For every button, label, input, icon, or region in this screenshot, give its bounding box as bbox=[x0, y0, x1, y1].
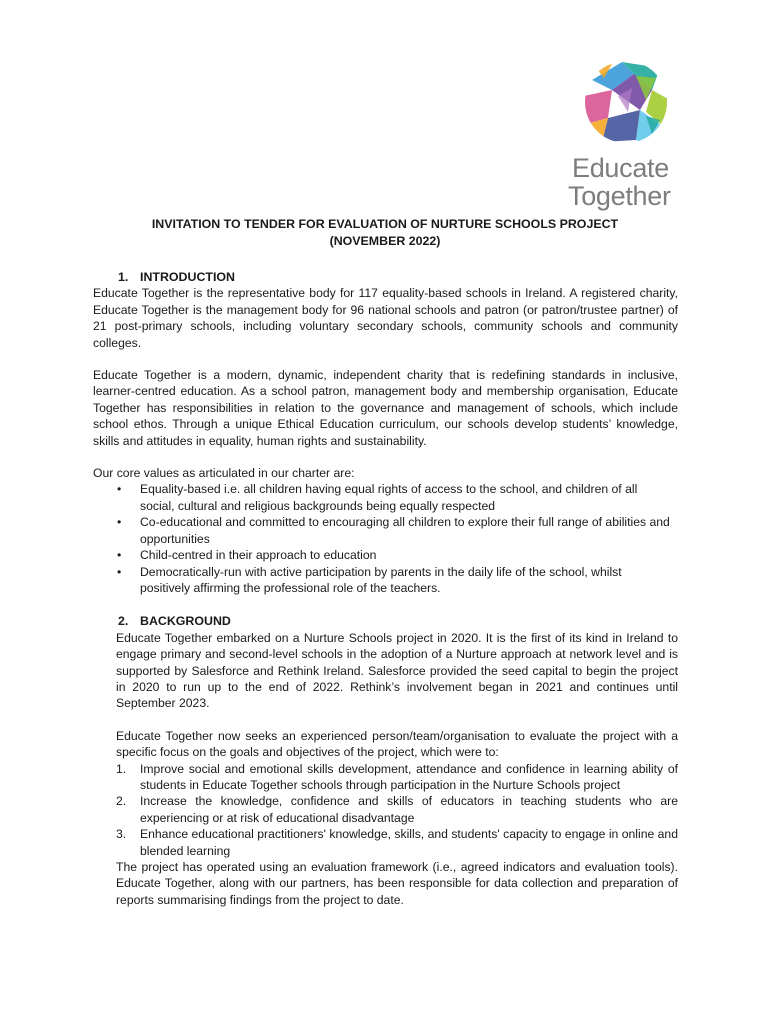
list-item: 1. Improve social and emotional skills development, attendance and confidence in learning ability of students in Educate Together schools through participation in the Nurture Schools project bbox=[93, 761, 678, 794]
list-number: 2. bbox=[116, 794, 127, 809]
background-paragraph-1: Educate Together embarked on a Nurture Schools project in 2020. It is the first of its kind in Ireland to engage primary and second-level schools in the adoption of a Nurture approach at network level and is supported by Salesforce and Rethink Ireland. Salesforce provided the seed capital to begin the project in 2020 to run up to the end of 2022. Rethink’s involvement began in 2021 and continues until September 2023. bbox=[116, 630, 678, 711]
title-line-1: INVITATION TO TENDER FOR EVALUATION OF NURTURE SCHOOLS PROJECT bbox=[151, 217, 619, 231]
title-line-2: (NOVEMBER 2022) bbox=[329, 234, 441, 248]
bullet-icon: • bbox=[117, 564, 122, 579]
bullet-icon: • bbox=[117, 548, 122, 563]
logo-mosaic-icon bbox=[582, 60, 670, 144]
list-item: • Co-educational and committed to encouraging all children to explore their full range of abilities and opportunities bbox=[93, 514, 678, 547]
document-body bbox=[93, 269, 678, 908]
list-item: 2. Increase the knowledge, confidence and skills of educators in teaching students who are experiencing or at risk of educational disadvantage bbox=[93, 793, 678, 826]
logo-text-educate: Educate bbox=[572, 153, 669, 183]
section-heading-background bbox=[93, 613, 678, 629]
list-item: 3. Enhance educational practitioners' knowledge, skills, and students' capacity to engage in online and blended learning bbox=[93, 826, 678, 859]
list-number: 3. bbox=[116, 827, 127, 842]
section-heading-introduction bbox=[93, 269, 678, 285]
intro-paragraph-1: Educate Together is the representative body for 117 equality-based schools in Ireland. A registered charity, Educate Together is the management body for 96 national schools and patron (or patron/trustee partner) of 21 post-primary schools, including voluntary secondary schools, community schools and community colleges. bbox=[93, 286, 678, 350]
list-item: • Democratically-run with active participation by parents in the daily life of the school, whilst positively affirming the professional role of the teachers. bbox=[93, 564, 678, 597]
logo-text-together: Together bbox=[568, 181, 671, 211]
project-goals-list bbox=[93, 761, 678, 859]
values-intro: Our core values as articulated in our charter are: bbox=[93, 466, 355, 481]
section-title: BACKGROUND bbox=[140, 614, 231, 629]
document-title bbox=[93, 216, 677, 250]
list-item: • Child-centred in their approach to education bbox=[93, 547, 678, 563]
background-paragraph-2: Educate Together now seeks an experienced person/team/organisation to evaluate the project with a specific focus on the goals and objectives of the project, which were to: bbox=[116, 728, 678, 760]
section-number: 2. bbox=[118, 614, 129, 629]
bullet-icon: • bbox=[117, 482, 122, 497]
list-item: • Equality-based i.e. all children having equal rights of access to the school, and children of all social, cultural and religious backgrounds being equally respected bbox=[93, 481, 678, 514]
bullet-icon: • bbox=[117, 515, 122, 530]
section-number: 1. bbox=[118, 270, 129, 284]
list-number: 1. bbox=[116, 761, 127, 776]
section-title: INTRODUCTION bbox=[140, 270, 235, 284]
core-values-list bbox=[93, 481, 678, 596]
intro-paragraph-2: Educate Together is a modern, dynamic, independent charity that is redefining standards in inclusive, learner-centred education. As a school patron, management body and membership organisation, Educate Together has responsibilities in relation to the governance and management of schools, which include school ethos. Through a unique Ethical Education curriculum, our schools develop students’ knowledge, skills and attitudes in equality, human rights and sustainability. bbox=[93, 368, 678, 448]
background-paragraph-3: The project has operated using an evaluation framework (i.e., agreed indicators and evaluation tools). Educate Together, along with our partners, has been responsible for data collection and preparation of reports summarising findings from the project to date. bbox=[116, 860, 678, 907]
educate-together-logo bbox=[566, 60, 690, 210]
